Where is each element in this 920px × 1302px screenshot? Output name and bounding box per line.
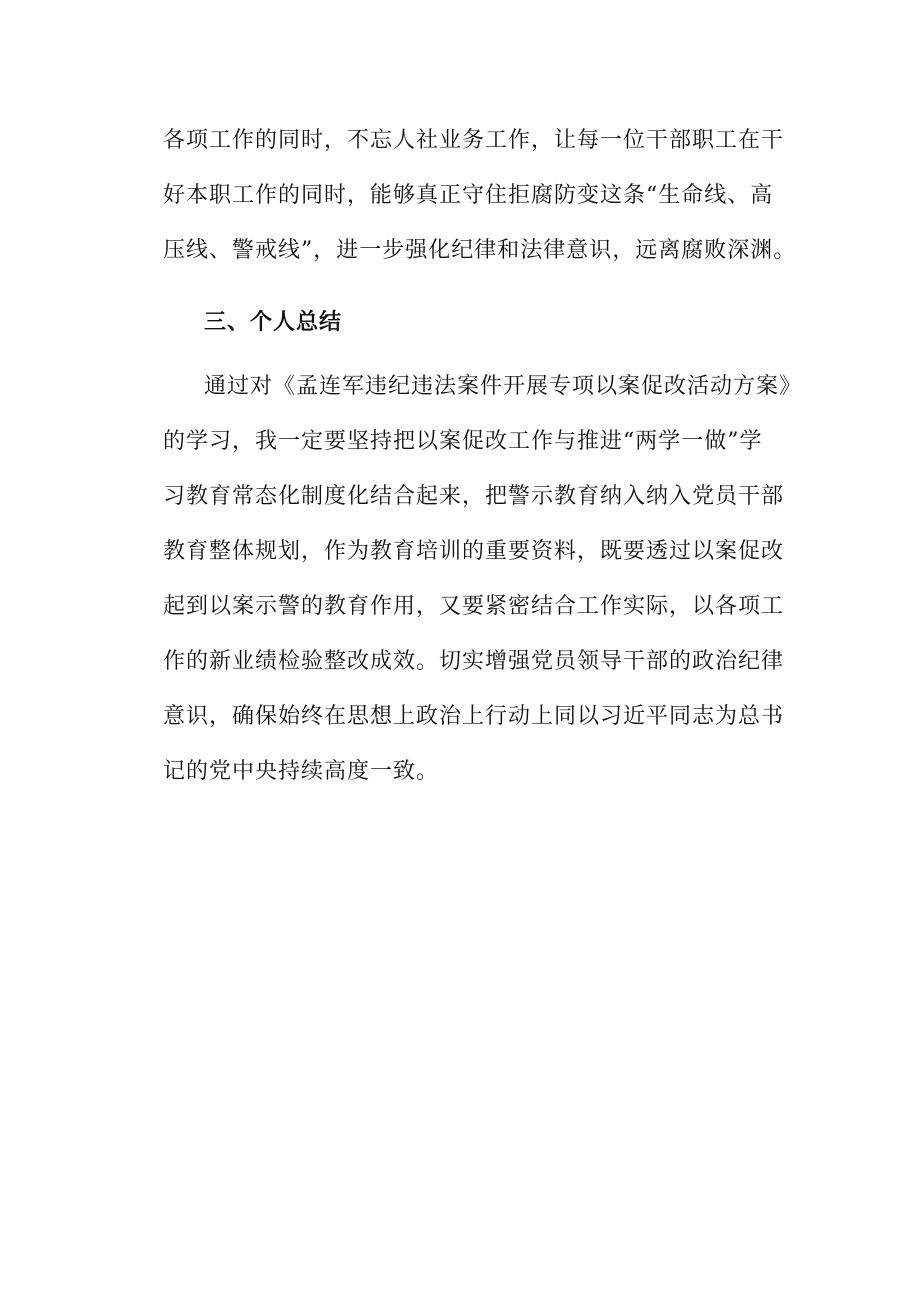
paragraph-2-line-5: 起到以案示警的教育作用，又要紧密结合工作实际，以各项工 xyxy=(163,594,785,619)
paragraph-1-line-1: 各项工作的同时，不忘人社业务工作，让每一位干部职工在干 xyxy=(163,128,785,153)
paragraph-2-line-6: 作的新业绩检验整改成效。切实增强党员领导干部的政治纪律 xyxy=(163,649,785,674)
paragraph-2-line-3: 习教育常态化制度化结合起来，把警示教育纳入纳入党员干部 xyxy=(163,484,785,509)
section-heading: 三、个人总结 xyxy=(204,309,343,335)
paragraph-2-line-2: 的学习，我一定要坚持把以案促改工作与推进“两学一做”学 xyxy=(163,429,763,454)
paragraph-2-line-4: 教育整体规划，作为教育培训的重要资料，既要透过以案促改 xyxy=(163,539,785,564)
paragraph-1-line-3: 压线、警戒线”，进一步强化纪律和法律意识，远离腐败深渊。 xyxy=(163,238,797,263)
paragraph-2-line-8: 记的党中央持续高度一致。 xyxy=(163,759,440,784)
paragraph-1-line-2: 好本职工作的同时，能够真正守住拒腐防变这条“生命线、高 xyxy=(163,183,774,208)
paragraph-2-line-1: 通过对《孟连军违纪违法案件开展专项以案促改活动方案》 xyxy=(204,374,803,399)
paragraph-2-line-7: 意识，确保始终在思想上政治上行动上同以习近平同志为总书 xyxy=(163,704,785,729)
